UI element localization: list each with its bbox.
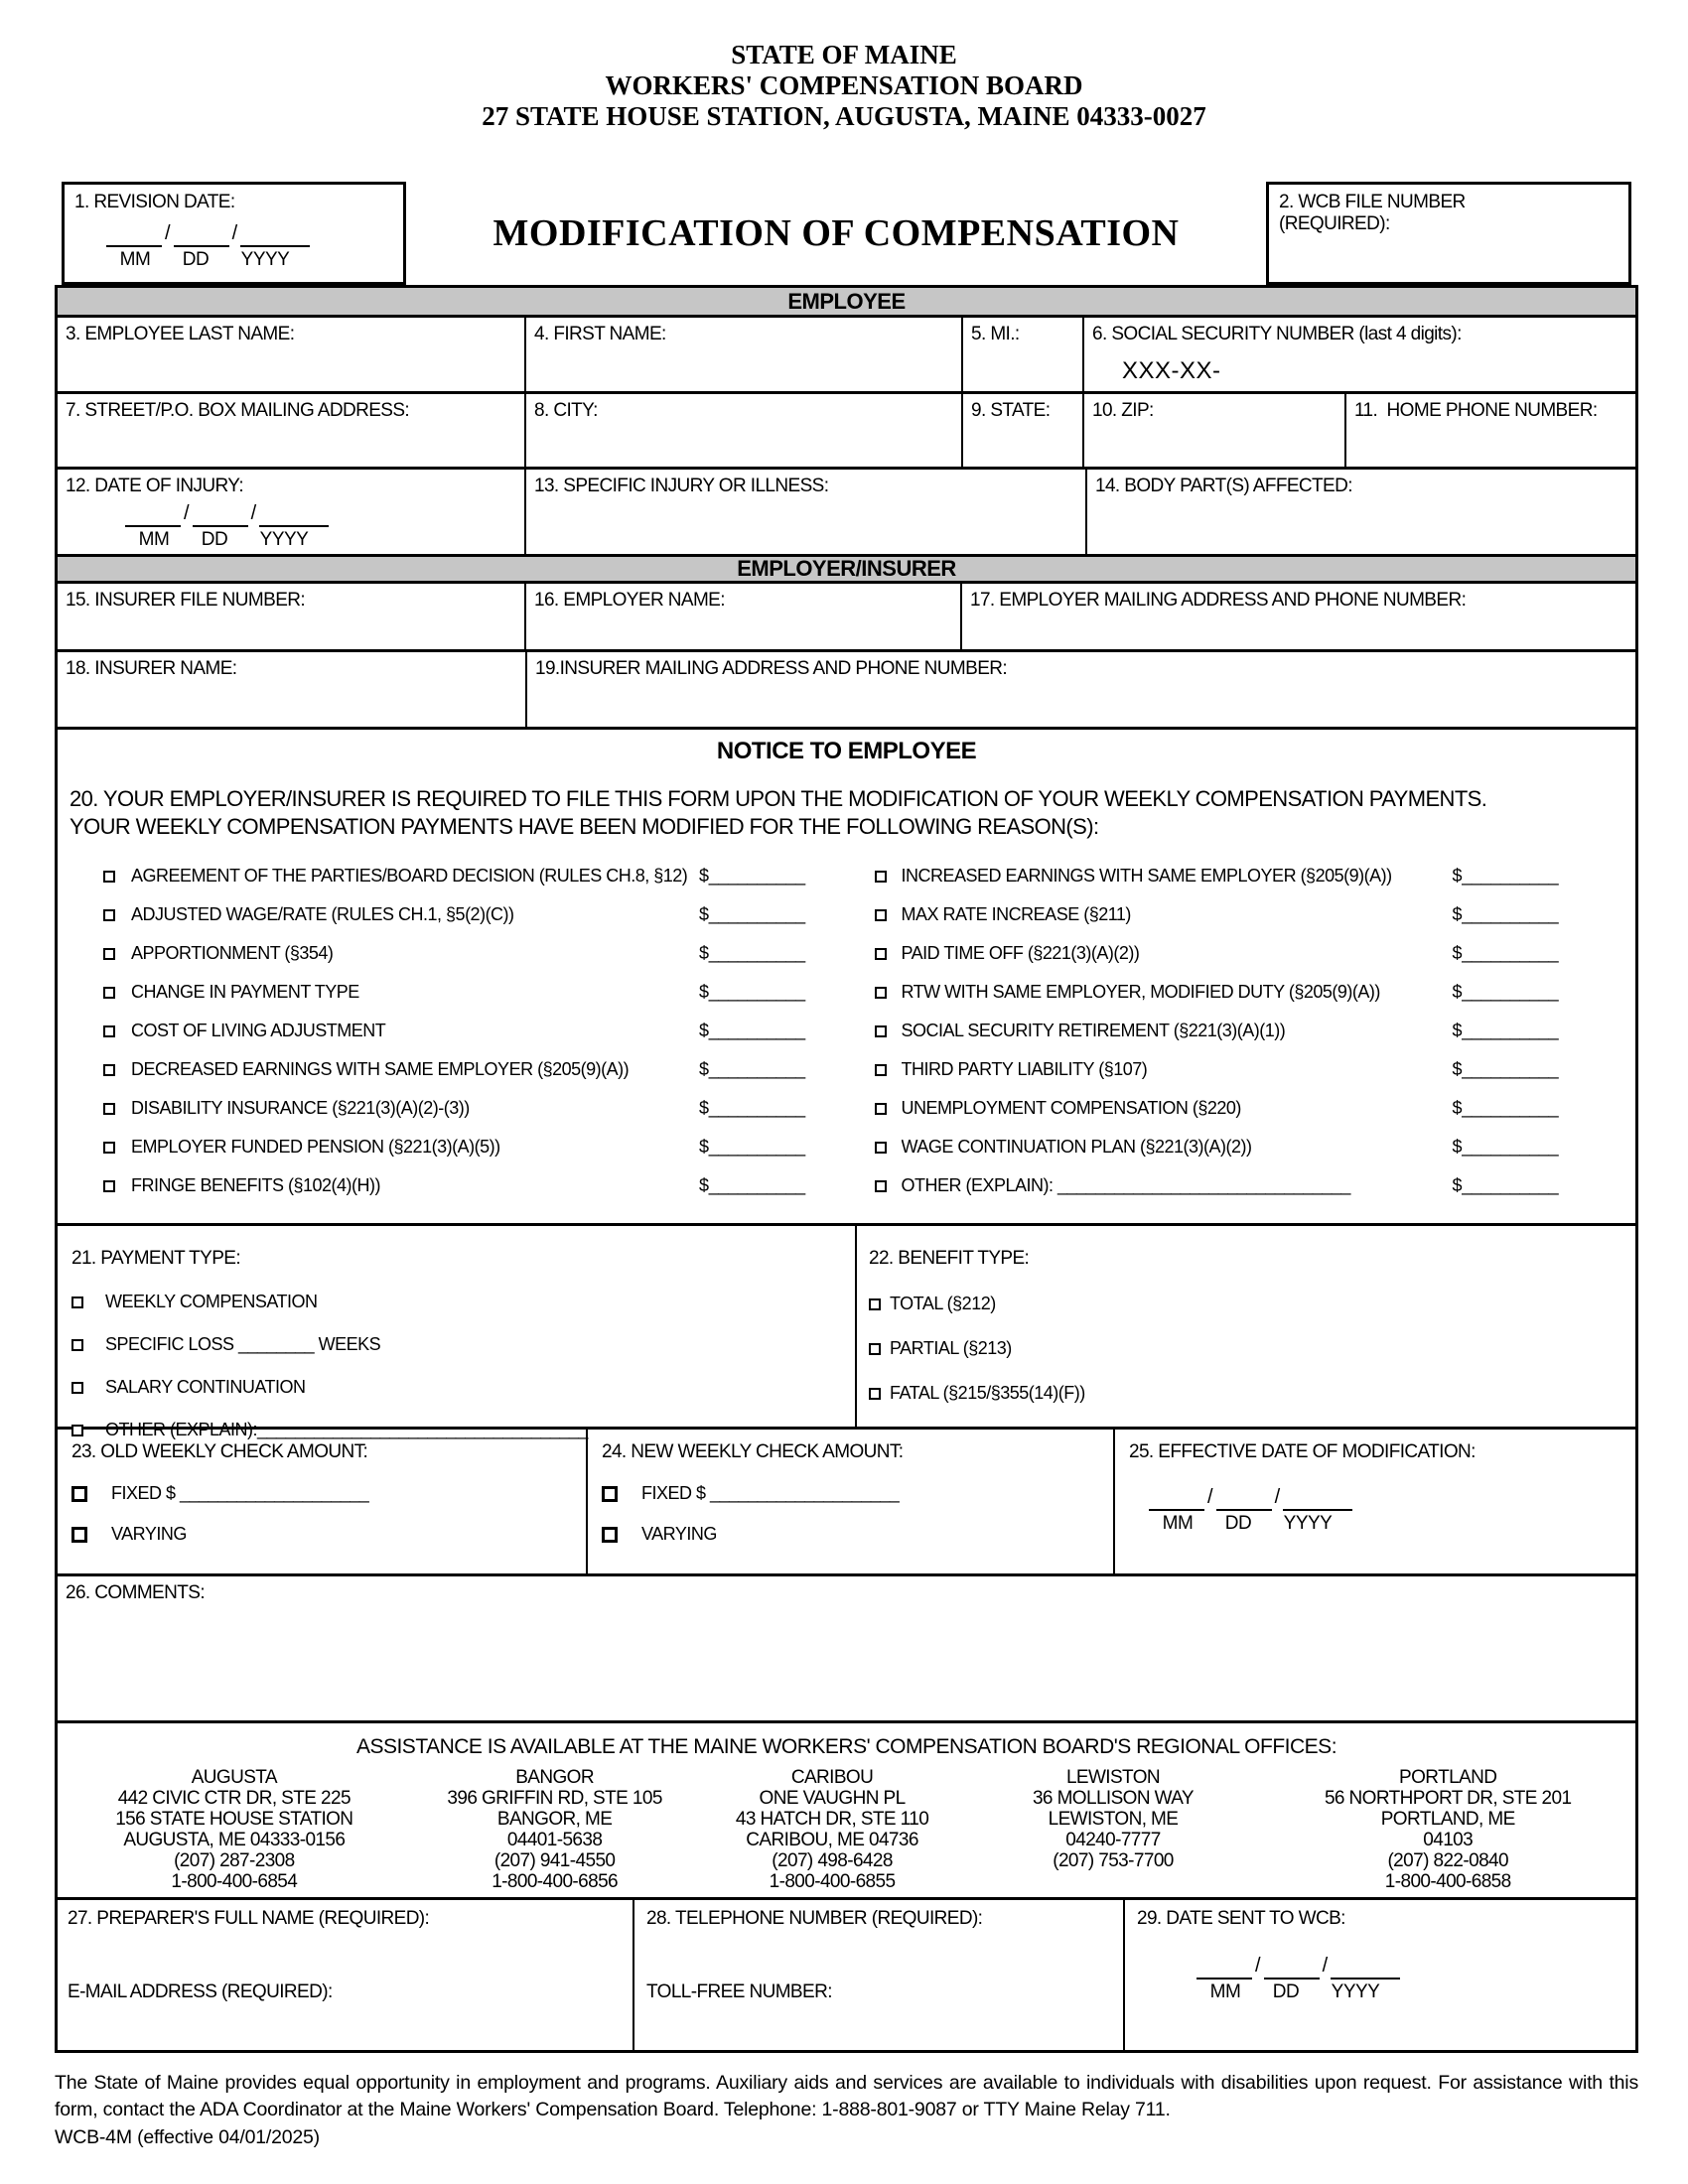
- office-line: BANGOR, ME: [496, 1809, 613, 1830]
- date-sent-widget[interactable]: [1196, 1955, 1400, 2003]
- amount-blank[interactable]: $__________: [1452, 1059, 1559, 1079]
- new-check-amount-field: [586, 1430, 1113, 1573]
- amount-blank[interactable]: $__________: [699, 982, 805, 1002]
- amount-blank[interactable]: $__________: [1452, 943, 1559, 963]
- benefit-option-row: [869, 1383, 1625, 1404]
- amount-blank[interactable]: $__________: [1452, 1021, 1559, 1040]
- reason-checkbox[interactable]: [103, 1103, 115, 1115]
- middle-initial-field[interactable]: [961, 318, 1082, 391]
- street-address-field[interactable]: [58, 394, 524, 467]
- option-label: WEEKLY COMPENSATION: [105, 1292, 318, 1311]
- reason-label: PAID TIME OFF (§221(3)(A)(2)): [901, 943, 1140, 963]
- benefit-type-label: 22. BENEFIT TYPE:: [869, 1248, 1030, 1269]
- employer-name-field[interactable]: [524, 584, 960, 649]
- date-blanks[interactable]: [106, 222, 310, 247]
- fixed-option-row: [71, 1483, 576, 1504]
- telephone-label: 28. TELEPHONE NUMBER (REQUIRED):: [646, 1908, 983, 1929]
- date-dd-blank[interactable]: [1264, 1958, 1320, 1979]
- revision-date-widget[interactable]: [106, 222, 310, 271]
- amount-blank[interactable]: $__________: [1452, 1137, 1559, 1157]
- reason-row: [847, 1050, 1636, 1089]
- date-yyyy-blank[interactable]: [240, 225, 310, 247]
- dd-label: DD: [1272, 1981, 1300, 2002]
- office-tollfree: 1-800-400-6858: [1384, 1871, 1511, 1892]
- employer-insurer-section-bar: EMPLOYER/INSURER: [58, 554, 1635, 584]
- letterhead-board: WORKERS' COMPENSATION BOARD: [605, 70, 1083, 100]
- reason-label: WAGE CONTINUATION PLAN (§221(3)(A)(2)): [901, 1137, 1252, 1157]
- revision-date-box[interactable]: [62, 182, 406, 285]
- body-parts-label: 14. BODY PART(S) AFFECTED:: [1095, 476, 1352, 496]
- date-slash: /: [1255, 1955, 1261, 1977]
- zip-label: 10. ZIP:: [1092, 400, 1154, 421]
- amount-blank[interactable]: $__________: [699, 943, 805, 963]
- amount-blank[interactable]: $__________: [1452, 982, 1559, 1002]
- office-phone: (207) 941-4550: [493, 1850, 616, 1871]
- option-checkbox[interactable]: [71, 1382, 83, 1394]
- letterhead: [0, 40, 1688, 132]
- date-part-labels: [125, 529, 329, 551]
- office-phone: (207) 287-2308: [174, 1850, 295, 1871]
- ssn-mask-value[interactable]: XXX-XX-: [1122, 357, 1221, 384]
- amount-blank[interactable]: $__________: [1452, 1098, 1559, 1118]
- option-label: PARTIAL (§213): [890, 1338, 1012, 1358]
- varying-label: VARYING: [111, 1524, 187, 1544]
- dd-label: DD: [182, 249, 210, 270]
- office-name: AUGUSTA: [191, 1767, 277, 1788]
- office-name: PORTLAND: [1399, 1767, 1497, 1788]
- option-label: OTHER (EXPLAIN):___________________________________: [105, 1420, 588, 1439]
- payment-option-row: [71, 1292, 845, 1312]
- yyyy-label: YYYY: [259, 529, 309, 550]
- regional-offices: [58, 1767, 1635, 1892]
- notice-paragraph: [58, 765, 1635, 841]
- option-checkbox[interactable]: [71, 1527, 87, 1543]
- form-body: [55, 285, 1638, 2053]
- office-bangor: [411, 1767, 699, 1892]
- office-line: 04401-5638: [506, 1830, 603, 1850]
- reason-label: APPORTIONMENT (§354): [131, 943, 334, 963]
- date-dd-blank[interactable]: [1216, 1489, 1272, 1511]
- reason-checkbox[interactable]: [875, 948, 887, 960]
- date-slash: /: [1207, 1486, 1213, 1508]
- office-line: 56 NORTHPORT DR, STE 201: [1324, 1788, 1572, 1809]
- reason-checkbox[interactable]: [875, 1180, 887, 1192]
- reason-checkbox[interactable]: [103, 1180, 115, 1192]
- employer-address-field[interactable]: [960, 584, 1635, 649]
- employer-address-label: 17. EMPLOYER MAILING ADDRESS AND PHONE NUMBER:: [970, 590, 1467, 611]
- amount-blank[interactable]: $__________: [1452, 866, 1559, 886]
- form-title: MODIFICATION OF COMPENSATION: [492, 212, 1180, 254]
- office-caribou: [699, 1767, 966, 1892]
- specific-injury-label: 13. SPECIFIC INJURY OR ILLNESS:: [534, 476, 829, 496]
- insurer-name-label: 18. INSURER NAME:: [66, 658, 237, 679]
- amount-blank[interactable]: $__________: [1452, 1175, 1559, 1195]
- injury-date-widget[interactable]: [125, 502, 329, 551]
- revision-date-label: 1. REVISION DATE:: [74, 192, 235, 212]
- office-line: 442 CIVIC CTR DR, STE 225: [117, 1788, 351, 1809]
- preparer-email-label: E-MAIL ADDRESS (REQUIRED):: [68, 1981, 333, 2002]
- preparer-name-field[interactable]: [58, 1900, 633, 2050]
- notice-section: [58, 727, 1635, 1223]
- reason-label: MAX RATE INCREASE (§211): [901, 904, 1131, 924]
- reason-checkbox[interactable]: [875, 1103, 887, 1115]
- yyyy-label: YYYY: [1283, 1513, 1333, 1534]
- date-mm-blank[interactable]: [106, 225, 162, 247]
- amount-blank[interactable]: $__________: [699, 1175, 805, 1195]
- city-field[interactable]: [524, 394, 961, 467]
- ada-notice-text: The State of Maine provides equal opportunity in employment and programs. Auxiliary aids and services are available to individuals with disabilities upon request. For assistance with this form, contact the ADA Coordinator at the Maine Workers' Compensation Board. Telephone: 1-888-801-9087 or TTY Maine Relay 711.: [55, 2072, 1638, 2120]
- insurer-address-label: 19.INSURER MAILING ADDRESS AND PHONE NUMBER:: [535, 658, 1008, 679]
- reason-checkbox[interactable]: [875, 987, 887, 999]
- office-augusta: [58, 1767, 411, 1892]
- office-tollfree: [966, 1871, 1261, 1892]
- office-line: 36 MOLLISON WAY: [1032, 1788, 1194, 1809]
- date-yyyy-blank[interactable]: [259, 505, 329, 527]
- dd-label: DD: [201, 529, 228, 550]
- first-name-field[interactable]: [524, 318, 961, 391]
- city-label: 8. CITY:: [534, 400, 598, 421]
- option-label: TOTAL (§212): [890, 1294, 996, 1313]
- employee-name-row: [58, 318, 1635, 391]
- option-label: FATAL (§215/§355(14)(F)): [890, 1383, 1085, 1403]
- comments-field[interactable]: [58, 1573, 1635, 1720]
- reason-label: DECREASED EARNINGS WITH SAME EMPLOYER (§205(9)(A)): [131, 1059, 630, 1079]
- payment-type-field: [58, 1226, 855, 1439]
- street-address-label: 7. STREET/P.O. BOX MAILING ADDRESS:: [66, 400, 410, 421]
- option-checkbox[interactable]: [602, 1527, 618, 1543]
- middle-initial-label: 5. MI.:: [971, 324, 1020, 344]
- insurer-address-field[interactable]: [525, 652, 1635, 727]
- date-sent-field[interactable]: [1123, 1900, 1635, 2050]
- fixed-option-row: [602, 1483, 1103, 1504]
- reason-label: UNEMPLOYMENT COMPENSATION (§220): [901, 1098, 1241, 1118]
- reason-checkbox[interactable]: [103, 909, 115, 921]
- reasons-right-column: [847, 857, 1636, 1205]
- varying-option-row: [602, 1524, 1103, 1545]
- amount-blank[interactable]: $__________: [699, 1137, 805, 1157]
- tollfree-label: TOLL-FREE NUMBER:: [646, 1981, 832, 2002]
- first-name-label: 4. FIRST NAME:: [534, 324, 666, 344]
- date-slash: /: [1322, 1955, 1329, 1977]
- check-amount-row: [58, 1427, 1635, 1573]
- reason-row: [847, 895, 1636, 934]
- date-mm-blank[interactable]: [125, 505, 181, 527]
- preparer-name-label: 27. PREPARER'S FULL NAME (REQUIRED):: [68, 1908, 430, 1929]
- footer: [55, 2070, 1638, 2151]
- reason-row: [847, 857, 1636, 895]
- reason-label: SOCIAL SECURITY RETIREMENT (§221(3)(A)(1)): [901, 1021, 1286, 1040]
- reason-label: THIRD PARTY LIABILITY (§107): [901, 1059, 1148, 1079]
- date-yyyy-blank[interactable]: [1331, 1958, 1400, 1979]
- office-line: 43 HATCH DR, STE 110: [735, 1809, 929, 1830]
- office-lewiston: [966, 1767, 1261, 1892]
- office-line: AUGUSTA, ME 04333-0156: [123, 1830, 346, 1850]
- ssn-field[interactable]: [1082, 318, 1635, 391]
- insurer-file-number-field[interactable]: [58, 584, 524, 649]
- reason-checkbox[interactable]: [103, 1025, 115, 1037]
- wcb-file-number-required: (REQUIRED):: [1279, 213, 1390, 234]
- benefit-type-field: [855, 1226, 1635, 1427]
- reason-label: ADJUSTED WAGE/RATE (RULES CH.1, §5(2)(C)): [131, 904, 514, 924]
- office-portland: [1260, 1767, 1635, 1892]
- office-line: 04103: [1423, 1830, 1474, 1850]
- reason-row: [58, 895, 847, 934]
- option-checkbox[interactable]: [602, 1486, 618, 1502]
- payment-benefit-row: [58, 1223, 1635, 1439]
- office-line: LEWISTON, ME: [1048, 1809, 1179, 1830]
- office-name: CARIBOU: [790, 1767, 874, 1788]
- mm-label: MM: [1209, 1981, 1241, 2002]
- date-slash: /: [231, 222, 238, 244]
- date-dd-blank[interactable]: [193, 505, 248, 527]
- comments-label: 26. COMMENTS:: [66, 1582, 205, 1603]
- yyyy-label: YYYY: [1331, 1981, 1380, 2002]
- reason-label: RTW WITH SAME EMPLOYER, MODIFIED DUTY (§205(9)(A)): [901, 982, 1380, 1002]
- zip-field[interactable]: [1082, 394, 1344, 467]
- office-line: 04240-7777: [1065, 1830, 1161, 1850]
- option-checkbox[interactable]: [71, 1339, 83, 1351]
- employer-row: [58, 584, 1635, 649]
- reason-label: CHANGE IN PAYMENT TYPE: [131, 982, 359, 1002]
- reason-row: [58, 1128, 847, 1166]
- date-of-injury-field[interactable]: [58, 470, 524, 554]
- old-check-amount-label: 23. OLD WEEKLY CHECK AMOUNT:: [71, 1441, 368, 1462]
- office-line: 156 STATE HOUSE STATION: [115, 1809, 353, 1830]
- office-line: ONE VAUGHN PL: [759, 1788, 906, 1809]
- reason-row: [847, 1128, 1636, 1166]
- letterhead-state: STATE OF MAINE: [731, 40, 957, 69]
- fixed-amount-label[interactable]: FIXED $ ____________________: [641, 1483, 900, 1503]
- notice-title: NOTICE TO EMPLOYEE: [716, 738, 977, 764]
- reason-label: AGREEMENT OF THE PARTIES/BOARD DECISION (RULES CH.8, §12): [131, 866, 688, 886]
- insurer-row: [58, 649, 1635, 727]
- state-label: 9. STATE:: [971, 400, 1051, 421]
- reason-checkbox[interactable]: [875, 909, 887, 921]
- new-check-amount-label: 24. NEW WEEKLY CHECK AMOUNT:: [602, 1441, 904, 1462]
- specific-injury-field[interactable]: [524, 470, 1085, 554]
- mm-label: MM: [119, 249, 151, 270]
- date-slash: /: [250, 502, 257, 524]
- option-label: SALARY CONTINUATION: [105, 1377, 306, 1397]
- date-dd-blank[interactable]: [174, 225, 229, 247]
- amount-blank[interactable]: $__________: [699, 1098, 805, 1118]
- date-blanks[interactable]: [125, 502, 329, 527]
- amount-blank[interactable]: $__________: [699, 866, 805, 886]
- date-yyyy-blank[interactable]: [1283, 1489, 1352, 1511]
- benefit-option-row: [869, 1338, 1625, 1359]
- reason-label: OTHER (EXPLAIN): _______________________________: [901, 1175, 1350, 1195]
- option-checkbox[interactable]: [869, 1343, 881, 1355]
- reason-row: [847, 973, 1636, 1012]
- reason-row: [58, 1012, 847, 1050]
- date-of-injury-label: 12. DATE OF INJURY:: [66, 476, 243, 496]
- office-tollfree: 1-800-400-6856: [492, 1871, 619, 1892]
- reason-checkbox[interactable]: [875, 1064, 887, 1076]
- reason-row: [847, 1166, 1636, 1205]
- payment-option-row: [71, 1334, 845, 1355]
- home-phone-label: 11. HOME PHONE NUMBER:: [1354, 400, 1598, 421]
- amount-blank[interactable]: $__________: [699, 1059, 805, 1079]
- preparer-row: [58, 1897, 1635, 2050]
- reason-checkbox[interactable]: [103, 948, 115, 960]
- reason-checkbox[interactable]: [103, 1064, 115, 1076]
- modification-reasons: [58, 857, 1635, 1205]
- effective-date-field[interactable]: [1113, 1430, 1635, 1573]
- effective-date-label: 25. EFFECTIVE DATE OF MODIFICATION:: [1129, 1441, 1476, 1462]
- last-name-field[interactable]: [58, 318, 524, 391]
- office-name: LEWISTON: [1065, 1767, 1161, 1788]
- employee-address-row: [58, 391, 1635, 467]
- option-checkbox[interactable]: [71, 1297, 83, 1308]
- reasons-left-column: [58, 857, 847, 1205]
- assistance-section: [58, 1720, 1635, 1897]
- date-slash: /: [165, 222, 171, 244]
- effective-date-widget[interactable]: [1149, 1486, 1352, 1535]
- date-slash: /: [184, 502, 190, 524]
- office-phone: (207) 498-6428: [772, 1850, 893, 1871]
- office-phone: (207) 753-7700: [1053, 1850, 1174, 1871]
- reason-checkbox[interactable]: [103, 871, 115, 883]
- date-mm-blank[interactable]: [1149, 1489, 1204, 1511]
- state-field[interactable]: [961, 394, 1082, 467]
- option-checkbox[interactable]: [869, 1388, 881, 1400]
- telephone-field[interactable]: [633, 1900, 1123, 2050]
- office-tollfree: 1-800-400-6855: [769, 1871, 896, 1892]
- wcb-file-number-label: 2. WCB FILE NUMBER: [1279, 192, 1466, 212]
- last-name-label: 3. EMPLOYEE LAST NAME:: [66, 324, 295, 344]
- office-line: PORTLAND, ME: [1380, 1809, 1515, 1830]
- injury-row: [58, 467, 1635, 554]
- amount-blank[interactable]: $__________: [699, 1021, 805, 1040]
- employee-section-bar: EMPLOYEE: [58, 288, 1635, 318]
- yyyy-label: YYYY: [240, 249, 290, 270]
- option-label: SPECIFIC LOSS ________ WEEKS: [105, 1334, 381, 1354]
- reason-row: [58, 1050, 847, 1089]
- reason-checkbox[interactable]: [103, 1142, 115, 1154]
- reason-row: [847, 934, 1636, 973]
- notice-paragraph-line2: YOUR WEEKLY COMPENSATION PAYMENTS HAVE BEEN MODIFIED FOR THE FOLLOWING REASON(S):: [70, 814, 1099, 839]
- reason-checkbox[interactable]: [875, 1142, 887, 1154]
- reason-row: [58, 1089, 847, 1128]
- reason-checkbox[interactable]: [875, 1025, 887, 1037]
- reason-label: EMPLOYER FUNDED PENSION (§221(3)(A)(5)): [131, 1137, 500, 1157]
- insurer-name-field[interactable]: [58, 652, 525, 727]
- date-blanks[interactable]: [1149, 1486, 1352, 1511]
- reason-row: [58, 1166, 847, 1205]
- option-checkbox[interactable]: [869, 1298, 881, 1310]
- wcb-file-number-box[interactable]: [1266, 182, 1631, 285]
- date-part-labels: [1196, 1981, 1400, 2003]
- office-tollfree: 1-800-400-6854: [171, 1871, 298, 1892]
- form-code: WCB-4M (effective 04/01/2025): [55, 2126, 320, 2148]
- body-parts-field[interactable]: [1085, 470, 1635, 554]
- ssn-label: 6. SOCIAL SECURITY NUMBER (last 4 digits):: [1092, 324, 1462, 344]
- dd-label: DD: [1224, 1513, 1252, 1534]
- office-line: 396 GRIFFIN RD, STE 105: [447, 1788, 662, 1809]
- employer-name-label: 16. EMPLOYER NAME:: [534, 590, 725, 611]
- amount-blank[interactable]: $__________: [1452, 904, 1559, 924]
- reason-label: FRINGE BENEFITS (§102(4)(H)): [131, 1175, 381, 1195]
- reason-checkbox[interactable]: [103, 987, 115, 999]
- reason-checkbox[interactable]: [875, 871, 887, 883]
- payment-option-row: [71, 1377, 845, 1398]
- varying-option-row: [71, 1524, 576, 1545]
- letterhead-address: 27 STATE HOUSE STATION, AUGUSTA, MAINE 04333-0027: [482, 101, 1206, 131]
- office-phone: (207) 822-0840: [1387, 1850, 1508, 1871]
- varying-label: VARYING: [641, 1524, 717, 1544]
- office-line: CARIBOU, ME 04736: [746, 1830, 918, 1850]
- mm-label: MM: [1162, 1513, 1194, 1534]
- reason-label: INCREASED EARNINGS WITH SAME EMPLOYER (§205(9)(A)): [901, 866, 1392, 886]
- reason-row: [847, 1089, 1636, 1128]
- office-name: BANGOR: [515, 1767, 594, 1788]
- reason-row: [847, 1012, 1636, 1050]
- assistance-title: ASSISTANCE IS AVAILABLE AT THE MAINE WORKERS' COMPENSATION BOARD'S REGIONAL OFFICES:: [355, 1735, 1337, 1758]
- benefit-option-row: [869, 1294, 1625, 1314]
- date-sent-label: 29. DATE SENT TO WCB:: [1137, 1908, 1345, 1929]
- reason-row: [58, 934, 847, 973]
- date-slash: /: [1274, 1486, 1281, 1508]
- mm-label: MM: [138, 529, 170, 550]
- amount-blank[interactable]: $__________: [699, 904, 805, 924]
- insurer-file-number-label: 15. INSURER FILE NUMBER:: [66, 590, 306, 611]
- fixed-amount-label[interactable]: FIXED $ ____________________: [111, 1483, 369, 1503]
- date-mm-blank[interactable]: [1196, 1958, 1252, 1979]
- reason-row: [58, 857, 847, 895]
- option-checkbox[interactable]: [71, 1486, 87, 1502]
- notice-paragraph-line1: 20. YOUR EMPLOYER/INSURER IS REQUIRED TO FILE THIS FORM UPON THE MODIFICATION OF YOUR WEEKLY COMPENSATION PAYMENTS.: [70, 786, 1487, 811]
- date-part-labels: [106, 249, 310, 271]
- reason-row: [58, 973, 847, 1012]
- reason-label: COST OF LIVING ADJUSTMENT: [131, 1021, 386, 1040]
- payment-type-label: 21. PAYMENT TYPE:: [71, 1248, 241, 1269]
- reason-label: DISABILITY INSURANCE (§221(3)(A)(2)-(3)): [131, 1098, 470, 1118]
- home-phone-field[interactable]: [1344, 394, 1635, 467]
- date-part-labels: [1149, 1513, 1352, 1535]
- old-check-amount-field: [58, 1430, 586, 1573]
- date-blanks[interactable]: [1196, 1955, 1400, 1979]
